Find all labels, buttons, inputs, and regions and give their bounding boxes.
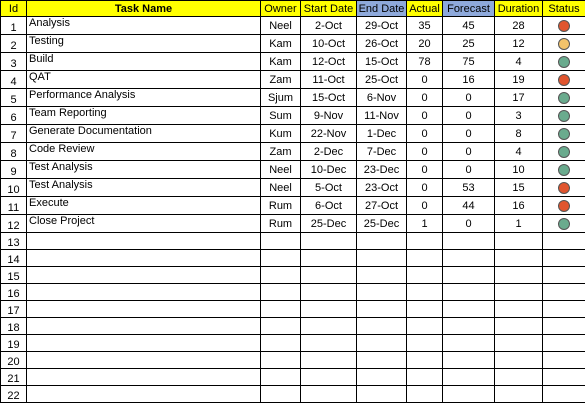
table-row [1,89,585,107]
empty-cell[interactable] [543,284,585,301]
empty-cell[interactable] [407,369,443,386]
empty-cell[interactable] [357,335,407,352]
cell-id[interactable]: 19 [1,335,27,352]
cell-forecast[interactable]: 0 [443,161,495,179]
cell-duration[interactable]: 17 [495,89,543,107]
cell-owner[interactable]: Sum [261,107,301,125]
cell-forecast[interactable]: 53 [443,179,495,197]
empty-cell[interactable] [27,386,261,403]
empty-cell[interactable] [27,301,261,318]
cell-status[interactable] [543,215,585,233]
cell-duration[interactable]: 3 [495,107,543,125]
cell-task-name[interactable]: Test Analysis [27,179,261,197]
cell-duration[interactable]: 10 [495,161,543,179]
header-status[interactable]: Status [543,1,585,17]
empty-cell[interactable] [407,233,443,250]
empty-row [1,369,585,386]
cell-end-date[interactable]: 11-Nov [357,107,407,125]
cell-duration[interactable]: 4 [495,53,543,71]
empty-cell[interactable] [261,233,301,250]
empty-cell[interactable] [357,301,407,318]
cell-status[interactable] [543,107,585,125]
table-row [1,215,585,233]
cell-task-name[interactable]: Performance Analysis [27,89,261,107]
empty-row [1,250,585,267]
cell-duration[interactable]: 8 [495,125,543,143]
empty-cell[interactable] [543,335,585,352]
header-id[interactable]: Id [1,1,27,17]
cell-task-name[interactable]: Test Analysis [27,161,261,179]
empty-cell[interactable] [27,352,261,369]
empty-cell[interactable] [443,335,495,352]
cell-end-date[interactable]: 25-Dec [357,215,407,233]
cell-status[interactable] [543,35,585,53]
empty-cell[interactable] [543,267,585,284]
cell-task-name[interactable]: Execute [27,197,261,215]
cell-task-name[interactable]: Build [27,53,261,71]
cell-owner[interactable]: Kum [261,125,301,143]
header-owner[interactable]: Owner [261,1,301,17]
cell-end-date[interactable]: 23-Oct [357,179,407,197]
cell-forecast[interactable]: 44 [443,197,495,215]
empty-cell[interactable] [27,250,261,267]
empty-cell[interactable] [407,386,443,403]
empty-row [1,267,585,284]
empty-cell[interactable] [407,335,443,352]
cell-status[interactable] [543,125,585,143]
empty-row [1,352,585,369]
empty-row [1,233,585,250]
cell-actual[interactable]: 1 [407,215,443,233]
cell-owner[interactable]: Rum [261,197,301,215]
table-row [1,161,585,179]
cell-id[interactable]: 16 [1,284,27,301]
empty-row [1,318,585,335]
cell-forecast[interactable]: 0 [443,89,495,107]
empty-cell[interactable] [443,301,495,318]
empty-cell[interactable] [443,369,495,386]
cell-id[interactable]: 17 [1,301,27,318]
empty-cell[interactable] [543,369,585,386]
empty-cell[interactable] [495,233,543,250]
empty-cell[interactable] [495,301,543,318]
cell-start-date[interactable]: 25-Dec [301,215,357,233]
cell-forecast[interactable]: 75 [443,53,495,71]
cell-start-date[interactable]: 2-Oct [301,17,357,35]
cell-start-date[interactable]: 6-Oct [301,197,357,215]
cell-id[interactable]: 18 [1,318,27,335]
status-red-icon [558,20,570,32]
empty-cell[interactable] [301,335,357,352]
status-green-icon [558,110,570,122]
empty-cell[interactable] [495,352,543,369]
status-green-icon [558,146,570,158]
cell-end-date[interactable]: 25-Oct [357,71,407,89]
cell-start-date[interactable]: 11-Oct [301,71,357,89]
empty-cell[interactable] [543,386,585,403]
status-green-icon [558,56,570,68]
cell-task-name[interactable]: Close Project [27,215,261,233]
empty-cell[interactable] [261,386,301,403]
cell-actual[interactable]: 0 [407,71,443,89]
cell-owner[interactable]: Zam [261,71,301,89]
cell-id[interactable]: 9 [1,161,27,179]
cell-start-date[interactable]: 12-Oct [301,53,357,71]
cell-id[interactable]: 7 [1,125,27,143]
empty-cell[interactable] [543,352,585,369]
cell-owner[interactable]: Rum [261,215,301,233]
empty-cell[interactable] [27,284,261,301]
empty-cell[interactable] [443,386,495,403]
status-red-icon [558,74,570,86]
empty-cell[interactable] [357,318,407,335]
empty-cell[interactable] [407,267,443,284]
cell-end-date[interactable]: 6-Nov [357,89,407,107]
empty-cell[interactable] [495,267,543,284]
cell-id[interactable]: 8 [1,143,27,161]
empty-cell[interactable] [407,250,443,267]
empty-cell[interactable] [543,301,585,318]
cell-status[interactable] [543,179,585,197]
cell-id[interactable]: 20 [1,352,27,369]
empty-cell[interactable] [27,335,261,352]
cell-status[interactable] [543,71,585,89]
empty-cell[interactable] [27,267,261,284]
cell-id[interactable]: 13 [1,233,27,250]
cell-start-date[interactable]: 10-Oct [301,35,357,53]
cell-duration[interactable]: 12 [495,35,543,53]
empty-cell[interactable] [357,369,407,386]
empty-cell[interactable] [443,233,495,250]
empty-cell[interactable] [443,352,495,369]
empty-cell[interactable] [261,352,301,369]
cell-end-date[interactable]: 26-Oct [357,35,407,53]
cell-start-date[interactable]: 2-Dec [301,143,357,161]
cell-owner[interactable]: Kam [261,53,301,71]
status-green-icon [558,218,570,230]
cell-actual[interactable]: 0 [407,143,443,161]
empty-cell[interactable] [301,233,357,250]
empty-cell[interactable] [495,386,543,403]
table-row [1,53,585,71]
cell-id[interactable]: 14 [1,250,27,267]
table-row [1,107,585,125]
empty-cell[interactable] [357,284,407,301]
cell-forecast[interactable]: 45 [443,17,495,35]
cell-forecast[interactable]: 0 [443,107,495,125]
cell-end-date[interactable]: 23-Dec [357,161,407,179]
cell-status[interactable] [543,53,585,71]
cell-owner[interactable]: Sjum [261,89,301,107]
empty-cell[interactable] [495,250,543,267]
cell-owner[interactable]: Zam [261,143,301,161]
empty-cell[interactable] [301,267,357,284]
cell-duration[interactable]: 4 [495,143,543,161]
cell-actual[interactable]: 0 [407,161,443,179]
empty-cell[interactable] [27,233,261,250]
cell-start-date[interactable]: 22-Nov [301,125,357,143]
cell-id[interactable]: 1 [1,17,27,35]
empty-cell[interactable] [443,267,495,284]
cell-start-date[interactable]: 10-Dec [301,161,357,179]
header-actual[interactable]: Actual [407,1,443,17]
empty-cell[interactable] [443,284,495,301]
empty-cell[interactable] [261,301,301,318]
table-row [1,125,585,143]
empty-cell[interactable] [301,318,357,335]
cell-id[interactable]: 6 [1,107,27,125]
status-green-icon [558,92,570,104]
cell-end-date[interactable]: 7-Dec [357,143,407,161]
empty-row [1,386,585,403]
table-row [1,179,585,197]
status-green-icon [558,128,570,140]
cell-id[interactable]: 11 [1,197,27,215]
cell-status[interactable] [543,197,585,215]
empty-cell[interactable] [27,369,261,386]
cell-task-name[interactable]: QAT [27,71,261,89]
cell-id[interactable]: 15 [1,267,27,284]
header-end-date[interactable]: End Date [357,1,407,17]
empty-cell[interactable] [301,250,357,267]
cell-owner[interactable]: Neel [261,179,301,197]
empty-row [1,301,585,318]
empty-cell[interactable] [543,318,585,335]
cell-forecast[interactable]: 16 [443,71,495,89]
cell-duration[interactable]: 1 [495,215,543,233]
empty-cell[interactable] [407,301,443,318]
cell-owner[interactable]: Kam [261,35,301,53]
empty-cell[interactable] [261,369,301,386]
cell-id[interactable]: 10 [1,179,27,197]
empty-cell[interactable] [357,267,407,284]
cell-status[interactable] [543,161,585,179]
empty-cell[interactable] [407,352,443,369]
cell-id[interactable]: 2 [1,35,27,53]
empty-cell[interactable] [261,284,301,301]
header-row [1,1,585,17]
empty-cell[interactable] [495,284,543,301]
cell-status[interactable] [543,89,585,107]
cell-actual[interactable]: 35 [407,17,443,35]
cell-start-date[interactable]: 15-Oct [301,89,357,107]
table-row [1,197,585,215]
empty-cell[interactable] [407,284,443,301]
cell-actual[interactable]: 0 [407,107,443,125]
empty-cell[interactable] [261,335,301,352]
empty-cell[interactable] [543,233,585,250]
cell-duration[interactable]: 19 [495,71,543,89]
cell-end-date[interactable]: 27-Oct [357,197,407,215]
cell-actual[interactable]: 0 [407,197,443,215]
empty-cell[interactable] [301,386,357,403]
cell-id[interactable]: 4 [1,71,27,89]
empty-cell[interactable] [357,250,407,267]
status-red-icon [558,182,570,194]
empty-cell[interactable] [357,386,407,403]
table-row [1,17,585,35]
header-task-name[interactable]: Task Name [27,1,261,17]
cell-id[interactable]: 12 [1,215,27,233]
empty-cell[interactable] [301,369,357,386]
empty-cell[interactable] [443,318,495,335]
empty-cell[interactable] [443,250,495,267]
cell-task-name[interactable]: Team Reporting [27,107,261,125]
table-row [1,35,585,53]
cell-duration[interactable]: 15 [495,179,543,197]
cell-id[interactable]: 22 [1,386,27,403]
cell-id[interactable]: 3 [1,53,27,71]
cell-actual[interactable]: 20 [407,35,443,53]
empty-row [1,335,585,352]
empty-cell[interactable] [27,318,261,335]
empty-cell[interactable] [495,369,543,386]
cell-status[interactable] [543,143,585,161]
empty-cell[interactable] [261,318,301,335]
cell-status[interactable] [543,17,585,35]
status-red-icon [558,200,570,212]
empty-cell[interactable] [495,318,543,335]
cell-end-date[interactable]: 29-Oct [357,17,407,35]
empty-cell[interactable] [261,250,301,267]
cell-task-name[interactable]: Code Review [27,143,261,161]
table-row [1,71,585,89]
empty-cell[interactable] [495,335,543,352]
empty-cell[interactable] [357,233,407,250]
cell-task-name[interactable]: Analysis [27,17,261,35]
empty-cell[interactable] [261,267,301,284]
cell-forecast[interactable]: 25 [443,35,495,53]
cell-forecast[interactable]: 0 [443,143,495,161]
empty-row [1,284,585,301]
cell-task-name[interactable]: Testing [27,35,261,53]
cell-owner[interactable]: Neel [261,161,301,179]
table-row [1,143,585,161]
status-green-icon [558,164,570,176]
header-duration[interactable]: Duration [495,1,543,17]
cell-forecast[interactable]: 0 [443,125,495,143]
empty-cell[interactable] [407,318,443,335]
cell-actual[interactable]: 0 [407,89,443,107]
cell-forecast[interactable]: 0 [443,215,495,233]
empty-cell[interactable] [301,301,357,318]
header-start-date[interactable]: Start Date [301,1,357,17]
cell-id[interactable]: 5 [1,89,27,107]
cell-duration[interactable]: 28 [495,17,543,35]
empty-cell[interactable] [543,250,585,267]
cell-owner[interactable]: Neel [261,17,301,35]
cell-end-date[interactable]: 15-Oct [357,53,407,71]
cell-duration[interactable]: 16 [495,197,543,215]
cell-id[interactable]: 21 [1,369,27,386]
cell-start-date[interactable]: 5-Oct [301,179,357,197]
cell-actual[interactable]: 0 [407,125,443,143]
task-rows [1,17,585,403]
cell-end-date[interactable]: 1-Dec [357,125,407,143]
header-forecast[interactable]: Forecast [443,1,495,17]
cell-actual[interactable]: 0 [407,179,443,197]
cell-actual[interactable]: 78 [407,53,443,71]
empty-cell[interactable] [301,284,357,301]
cell-start-date[interactable]: 9-Nov [301,107,357,125]
status-amber-icon [558,38,570,50]
empty-cell[interactable] [357,352,407,369]
empty-cell[interactable] [301,352,357,369]
cell-task-name[interactable]: Generate Documentation [27,125,261,143]
